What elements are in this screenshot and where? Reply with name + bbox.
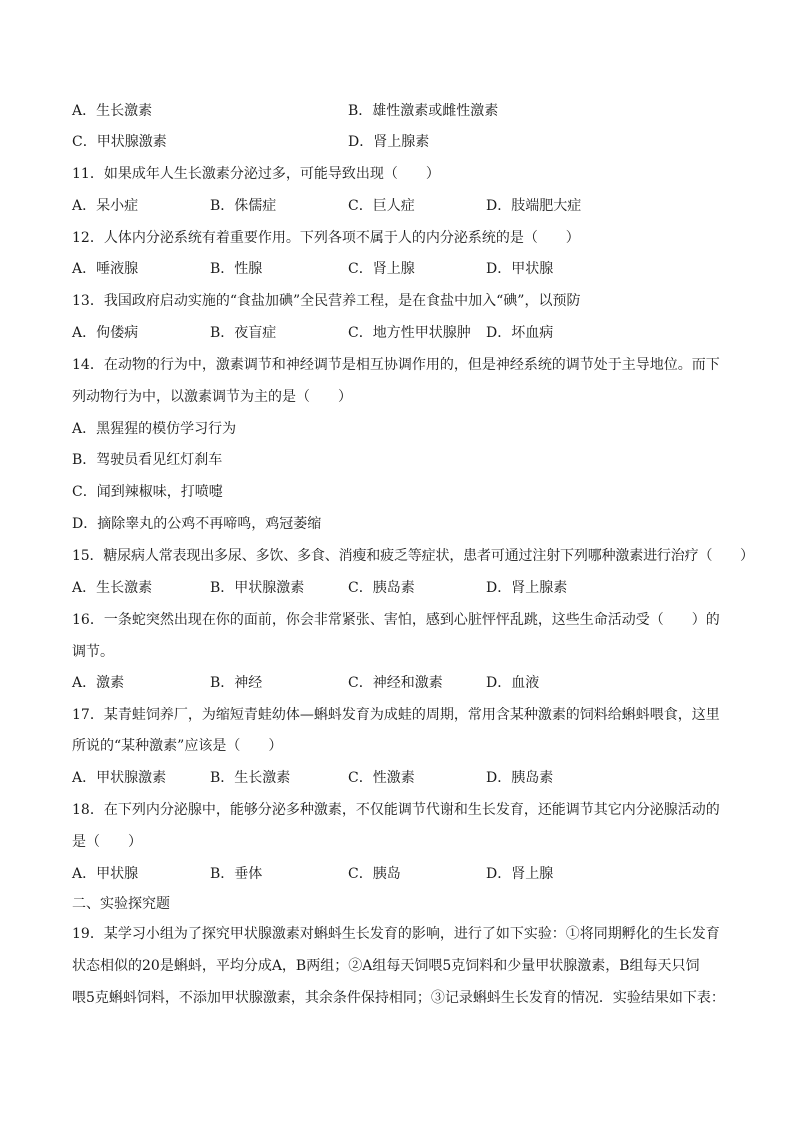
q10-option-a: A．生长激素 — [72, 103, 153, 119]
q14-stem-line2: 列动物行为中，以激素调节为主的是（ ） — [72, 389, 352, 405]
q17-stem-line1: 17．某青蛙饲养厂，为缩短青蛙幼体—蝌蚪发育为成蛙的周期，常用含某种激素的饲料给蝌蚪喂食，这里 — [72, 707, 720, 723]
q11-options — [72, 196, 732, 216]
q18-options — [72, 864, 732, 884]
q19-line2: 状态相似的20是蝌蚪，平均分成A，B两组；②A组每天饲喂5克饲料和少量甲状腺激素，B组每天只饲 — [72, 958, 700, 974]
q16-stem-line2: 调节。 — [72, 644, 114, 660]
q15-option-c: C．胰岛素 — [348, 580, 415, 596]
q15-stem: 15．糖尿病人常表现出多尿、多饮、多食、消瘦和疲乏等症状，患者可通过注射下列哪种激素进行治疗（ ） — [72, 548, 754, 564]
q19-line1: 19．某学习小组为了探究甲状腺激素对蝌蚪生长发育的影响，进行了如下实验：①将同期孵化的生长发育 — [72, 926, 720, 942]
q18-option-d: D．肾上腺 — [486, 866, 554, 882]
q12-option-b: B．性腺 — [210, 261, 263, 277]
q14-stem-line1: 14．在动物的行为中，激素调节和神经调节是相互协调作用的，但是神经系统的调节处于主导地位。而下 — [72, 357, 720, 373]
q18-option-c: C．胰岛 — [348, 866, 401, 882]
q18-stem-line1: 18．在下列内分泌腺中，能够分泌多种激素，不仅能调节代谢和生长发育，还能调节其它内分泌腺活动的 — [72, 802, 720, 818]
q14-option-a: A．黑猩猩的模仿学习行为 — [72, 421, 237, 437]
q10-option-c: C．甲状腺激素 — [72, 134, 167, 150]
q13-stem: 13．我国政府启动实施的“食盐加碘”全民营养工程，是在食盐中加入“碘”，以预防 — [72, 293, 581, 309]
q13-option-a: A．佝偻病 — [72, 325, 139, 341]
q17-option-a: A．甲状腺激素 — [72, 770, 167, 786]
q17-option-b: B．生长激素 — [210, 770, 291, 786]
q15-option-a: A．生长激素 — [72, 580, 153, 596]
q16-option-d: D．血液 — [486, 675, 540, 691]
q11-option-a: A．呆小症 — [72, 198, 139, 214]
q15-options — [72, 578, 732, 598]
q14-option-b: B．驾驶员看见红灯刹车 — [72, 452, 223, 468]
q13-options — [72, 323, 732, 343]
q17-option-c: C．性激素 — [348, 770, 415, 786]
q16-options — [72, 673, 732, 693]
q13-option-d: D．坏血病 — [486, 325, 554, 341]
q11-option-d: D．肢端肥大症 — [486, 198, 582, 214]
q10-option-b: B．雄性激素或雌性激素 — [348, 103, 499, 119]
q10-options-row2 — [72, 132, 732, 152]
q11-option-c: C．巨人症 — [348, 198, 415, 214]
q18-option-a: A．甲状腺 — [72, 866, 139, 882]
q10-option-d: D．肾上腺素 — [348, 134, 430, 150]
q16-option-c: C．神经和激素 — [348, 675, 443, 691]
q17-option-d: D．胰岛素 — [486, 770, 554, 786]
q15-option-b: B．甲状腺激素 — [210, 580, 305, 596]
q12-option-a: A．唾液腺 — [72, 261, 139, 277]
q11-stem: 11．如果成年人生长激素分泌过多，可能导致出现（ ） — [72, 166, 440, 182]
q13-option-b: B．夜盲症 — [210, 325, 277, 341]
q13-option-c: C．地方性甲状腺肿 — [348, 325, 471, 341]
q12-option-c: C．肾上腺 — [348, 261, 415, 277]
q19-line3: 喂5克蝌蚪饲料，不添加甲状腺激素，其余条件保持相同；③记录蝌蚪生长发育的情况．实验结果如下表： — [72, 990, 725, 1006]
q18-option-b: B．垂体 — [210, 866, 263, 882]
section-heading: 二、实验探究题 — [72, 896, 170, 912]
q14-option-c: C．闻到辣椒味，打喷嚏 — [72, 484, 223, 500]
q17-options — [72, 768, 732, 788]
q16-option-b: B．神经 — [210, 675, 263, 691]
q12-options — [72, 259, 732, 279]
q11-option-b: B．侏儒症 — [210, 198, 277, 214]
q14-option-d: D．摘除睾丸的公鸡不再啼鸣，鸡冠萎缩 — [72, 516, 322, 532]
q18-stem-line2: 是（ ） — [72, 834, 142, 850]
q10-options-row1 — [72, 101, 732, 121]
q12-option-d: D．甲状腺 — [486, 261, 554, 277]
q16-option-a: A．激素 — [72, 675, 125, 691]
q17-stem-line2: 所说的“某种激素”应该是（ ） — [72, 738, 283, 754]
q15-option-d: D．肾上腺素 — [486, 580, 568, 596]
q12-stem: 12．人体内分泌系统有着重要作用。下列各项不属于人的内分泌系统的是（ ） — [72, 230, 580, 246]
q16-stem-line1: 16．一条蛇突然出现在你的面前，你会非常紧张、害怕，感到心脏怦怦乱跳，这些生命活动受（ ）的 — [72, 612, 720, 628]
